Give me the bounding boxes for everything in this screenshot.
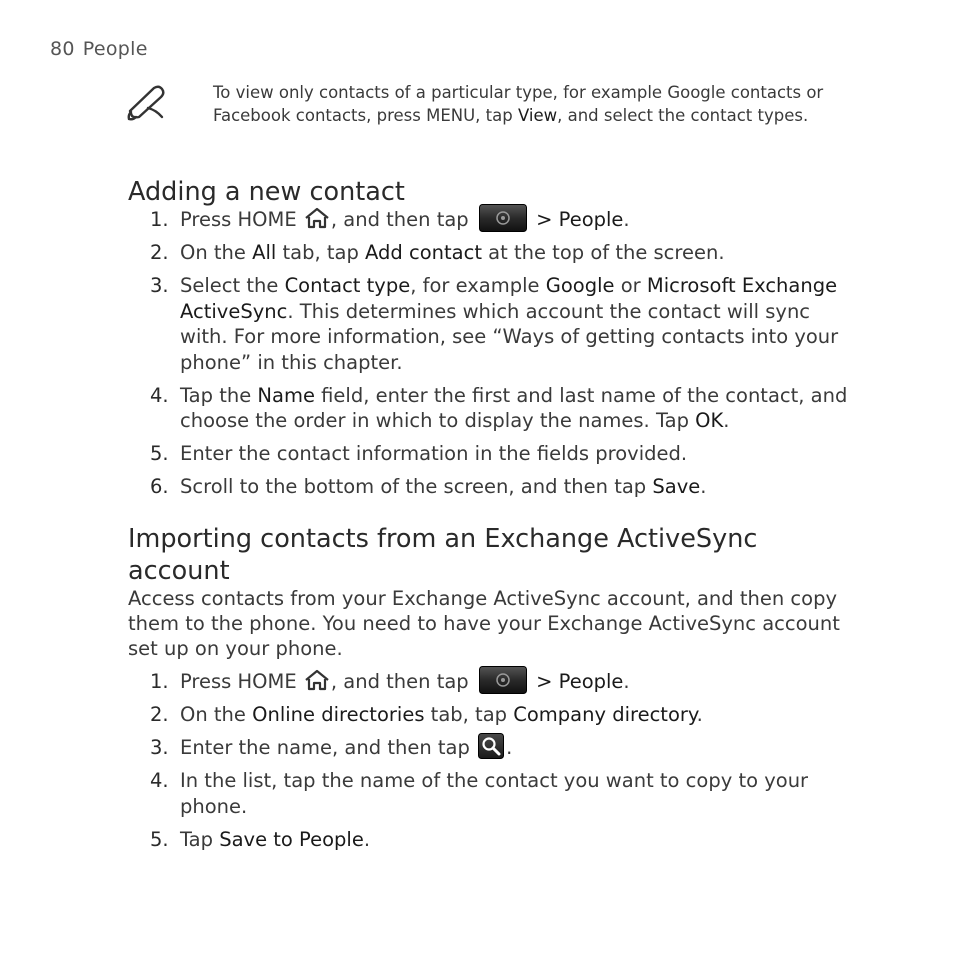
tip-text: To view only contacts of a particular type, for example Google contacts or Facebook contacts, press MENU, tap View, and select the contact types. <box>213 83 824 125</box>
list-item: 5. Enter the contact information in the fields provided. <box>150 442 688 465</box>
list-item: 4. Tap the Name field, enter the first and last name of the contact, and choose the order in which to display the names. Tap OK. <box>150 383 848 432</box>
section-title: People <box>82 38 148 60</box>
ui-term-view: View <box>517 105 558 125</box>
all-apps-button-icon <box>479 204 527 232</box>
all-apps-button-icon <box>479 666 527 694</box>
steps-importing <box>150 669 860 860</box>
list-item: 5. Tap Save to People. <box>150 827 371 851</box>
list-item: 2. On the Online directories tab, tap Company directory. <box>150 703 703 726</box>
list-item: 3. Select the Contact type, for example Google or Microsoft Exchange ActiveSync. This determines which account the contact will sync with. For more information, see “Ways of getting contacts into your phone” in this chapter. <box>150 274 839 374</box>
list-item: 6. Scroll to the bottom of the screen, and then tap Save. <box>150 475 707 498</box>
home-icon <box>304 207 330 229</box>
steps-adding <box>150 207 860 507</box>
list-item: 1. Press HOME , and then tap > People. <box>150 207 860 233</box>
page-number: 80 <box>50 38 75 60</box>
section-heading-adding: Adding a new contact <box>128 177 405 207</box>
list-item: 2. On the All tab, tap Add contact at the top of the screen. <box>150 241 725 264</box>
page-header <box>50 38 148 60</box>
home-icon <box>304 669 330 691</box>
list-item: 4. In the list, tap the name of the contact you want to copy to your phone. <box>150 769 809 818</box>
section-intro: Access contacts from your Exchange ActiveSync account, and then copy them to the phone. You need to have your Exchange ActiveSync account set up on your phone. <box>128 587 840 660</box>
list-item: 3. Enter the name, and then tap . <box>150 735 860 761</box>
search-icon <box>478 733 504 759</box>
section-heading-importing: Importing contacts from an Exchange ActiveSync account <box>128 524 758 586</box>
list-item: 1. Press HOME , and then tap > People. <box>150 669 860 695</box>
tip-pen-icon <box>126 84 168 122</box>
